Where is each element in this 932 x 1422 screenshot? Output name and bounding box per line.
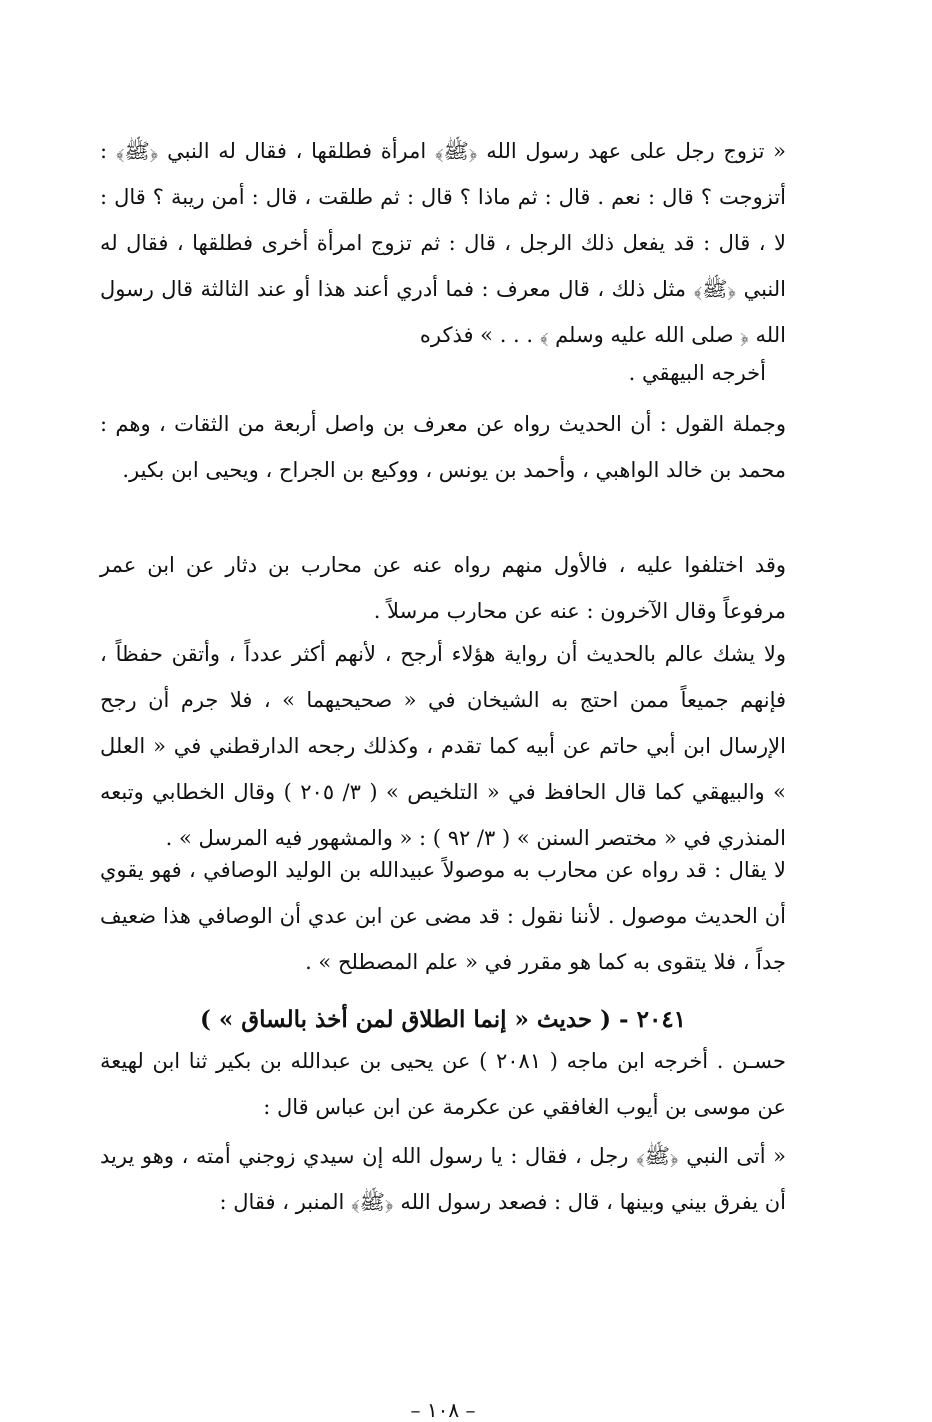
hadith-quote-paragraph: « أتى النبي ﴿ﷺ﴾ رجل ، فقال : يا رسول الله إن سيدي زوجني أمته ، وهو يريد أن يفرق بيني وبينها ، قال : فصعد رسول الله ﴿ﷺ﴾ المنبر ، فقال : [100,1144,786,1214]
hadith-text-paragraph: « تزوج رجل على عهد رسول الله ﴿ﷺ﴾ امرأة فطلقها ، فقال له النبي ﴿ﷺ﴾ : أتزوجت ؟ قال : نعم . قال : ثم ماذا ؟ قال : ثم طلقت ، قال : أمن ريبة ؟ قال : لا ، قال : قد يفعل ذلك الرجل ، قال : ثم تزوج امرأة أخرى فطلقها ، فقال له النبي ﴿ﷺ﴾ مثل ذلك ، قال معرف : فما أدري أعند هذا أو عند الثالثة قال رسول الله ﴿ صلى الله عليه وسلم ﴾ . . . » فذكره [100,139,786,347]
summary-paragraph: وجملة القول : أن الحديث رواه عن معرف بن واصل أربعة من الثقات ، وهم : محمد بن خالد الواهبي ، وأحمد بن يونس ، ووكيع بن الجراح ، ويحيى ابن بكير. [100,412,786,482]
hadith-heading: ٢٠٤١ - ( حديث « إنما الطلاق لمن أخذ بالساق » ) [199,1006,687,1034]
analysis-paragraph: ولا يشك عالم بالحديث أن رواية هؤلاء أرجح ، لأنهم أكثر عدداً ، وأتقن حفظاً ، فإنهم جميعاً ممن احتج به الشيخان في « صحيحيهما » ، فلا جرم أن رجح الإرسال ابن أبي حاتم عن أبيه كما تقدم ، وكذلك رجحه الدارقطني في « العلل » والبيهقي كما قال الحافظ في « التلخيص » ( ٣/ ٢٠٥ ) وقال الخطابي وتبعه المنذري في « مختصر السنن » ( ٣/ ٩٢ ) : « والمشهور فيه المرسل » . [100,642,786,850]
source-line: أخرجه البيهقي . [628,361,766,385]
objection-paragraph: لا يقال : قد رواه عن محارب به موصولاً عبيدالله بن الوليد الوصافي ، فهو يقوي أن الحديث موصول . لأننا نقول : قد مضى عن ابن عدي أن الوصافي هذا ضعيف جداً ، فلا يتقوى به كما هو مقرر في « علم المصطلح » . [100,858,786,974]
disagreement-paragraph: وقد اختلفوا عليه ، فالأول منهم رواه عنه عن محارب بن دثار عن ابن عمر مرفوعاً وقال الآخرون : عنه عن محارب مرسلاً . [100,553,786,623]
document-page [100,128,786,1422]
page-number: – ١٠٨ – [410,1398,476,1422]
grading-paragraph: حسـن . أخرجه ابن ماجه ( ٢٠٨١ ) عن يحيى بن عبدالله بن بكير ثنا ابن لهيعة عن موسى بن أيوب الغافقي عن عكرمة عن ابن عباس قال : [100,1049,786,1119]
